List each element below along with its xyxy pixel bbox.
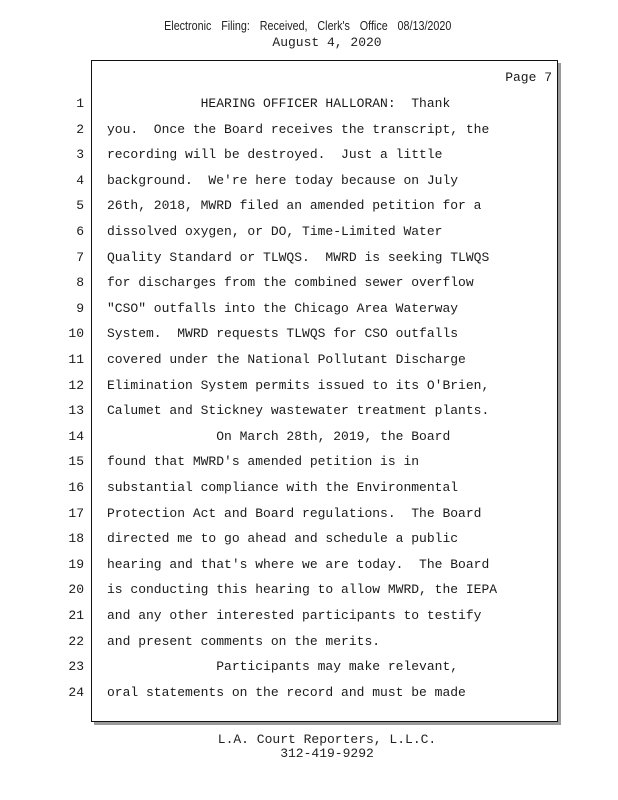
line-number: 20 <box>68 582 84 598</box>
line-number: 10 <box>68 326 84 342</box>
line-number: 7 <box>76 249 84 265</box>
transcript-line <box>0 301 618 327</box>
transcript-line <box>0 480 618 506</box>
line-text: and any other interested participants to testify <box>107 608 482 623</box>
transcript-line <box>0 608 618 634</box>
line-number: 8 <box>76 275 84 291</box>
transcript-line <box>0 531 618 557</box>
transcript-line <box>0 147 618 173</box>
line-number: 24 <box>68 684 84 700</box>
line-text: found that MWRD's amended petition is in <box>107 454 420 470</box>
transcript-line <box>0 96 618 122</box>
header-date: August 4, 2020 <box>272 35 382 50</box>
line-text: hearing and that's where we are today. The Board <box>107 556 490 572</box>
transcript-line <box>0 429 618 455</box>
transcript-line <box>0 275 618 301</box>
line-text: recording will be destroyed. Just a little <box>107 147 443 163</box>
line-text: Protection Act and Board regulations. The Board <box>107 505 482 521</box>
transcript-line <box>0 122 618 148</box>
transcript-line <box>0 582 618 608</box>
line-text: "CSO" outfalls into the Chicago Area Waterway <box>107 300 459 316</box>
line-text: directed me to go ahead and schedule a public <box>107 531 459 547</box>
line-text: 26th, 2018, MWRD filed an amended petition for a <box>107 198 482 214</box>
line-text: covered under the National Pollutant Discharge <box>107 352 466 367</box>
line-text: System. MWRD requests TLWQS for CSO outfalls <box>107 326 459 342</box>
line-text: Participants may make relevant, <box>107 659 459 675</box>
transcript-line <box>0 378 618 404</box>
line-text: dissolved oxygen, or DO, Time-Limited Water <box>107 224 443 239</box>
line-number: 9 <box>76 300 84 316</box>
line-number: 3 <box>76 147 84 163</box>
line-text: background. We're here today because on July <box>107 172 459 188</box>
line-text: oral statements on the record and must be made <box>107 684 466 700</box>
transcript-line <box>0 224 618 250</box>
transcript-line <box>0 634 618 660</box>
line-number: 12 <box>68 377 84 393</box>
line-number: 18 <box>68 531 84 547</box>
filing-stamp: Electronic Filing: Received, Clerk's Office 08/13/2020 <box>164 19 452 33</box>
line-number: 4 <box>76 172 84 188</box>
footer-reporter-phone: 312-419-9292 <box>280 746 374 761</box>
line-number: 23 <box>68 659 84 675</box>
line-number: 5 <box>76 198 84 214</box>
line-text: HEARING OFFICER HALLORAN: Thank <box>107 96 451 111</box>
line-text: is conducting this hearing to allow MWRD, the IEPA <box>107 582 498 598</box>
line-number: 13 <box>68 403 84 419</box>
line-number: 19 <box>68 556 84 572</box>
line-number: 22 <box>68 633 84 649</box>
line-number: 14 <box>68 428 84 444</box>
footer-reporter-name: L.A. Court Reporters, L.L.C. <box>217 732 437 747</box>
transcript-line <box>0 557 618 583</box>
line-number: 17 <box>68 505 84 521</box>
line-number: 21 <box>68 608 84 623</box>
line-text: and present comments on the merits. <box>107 633 381 649</box>
transcript-line <box>0 198 618 224</box>
page-number: Page 7 <box>505 70 552 85</box>
line-number: 16 <box>68 480 84 495</box>
line-text: for discharges from the combined sewer overflow <box>107 275 474 291</box>
line-text: Quality Standard or TLWQS. MWRD is seeking TLWQS <box>107 249 490 265</box>
line-text: Calumet and Stickney wastewater treatment plants. <box>107 403 490 419</box>
line-text: On March 28th, 2019, the Board <box>107 428 451 444</box>
transcript-line <box>0 506 618 532</box>
transcript-line <box>0 352 618 378</box>
line-text: you. Once the Board receives the transcript, the <box>107 121 490 137</box>
transcript-line <box>0 659 618 685</box>
line-number: 15 <box>68 454 84 470</box>
line-text: substantial compliance with the Environmental <box>107 480 459 495</box>
line-number: 1 <box>76 96 84 111</box>
line-number: 11 <box>68 352 84 367</box>
transcript-line <box>0 173 618 199</box>
line-number: 2 <box>76 121 84 137</box>
transcript-line <box>0 685 618 711</box>
transcript-line <box>0 403 618 429</box>
transcript-line <box>0 250 618 276</box>
line-number: 6 <box>76 224 84 239</box>
transcript-line <box>0 454 618 480</box>
transcript-line <box>0 326 618 352</box>
line-text: Elimination System permits issued to its O'Brien, <box>107 377 490 393</box>
